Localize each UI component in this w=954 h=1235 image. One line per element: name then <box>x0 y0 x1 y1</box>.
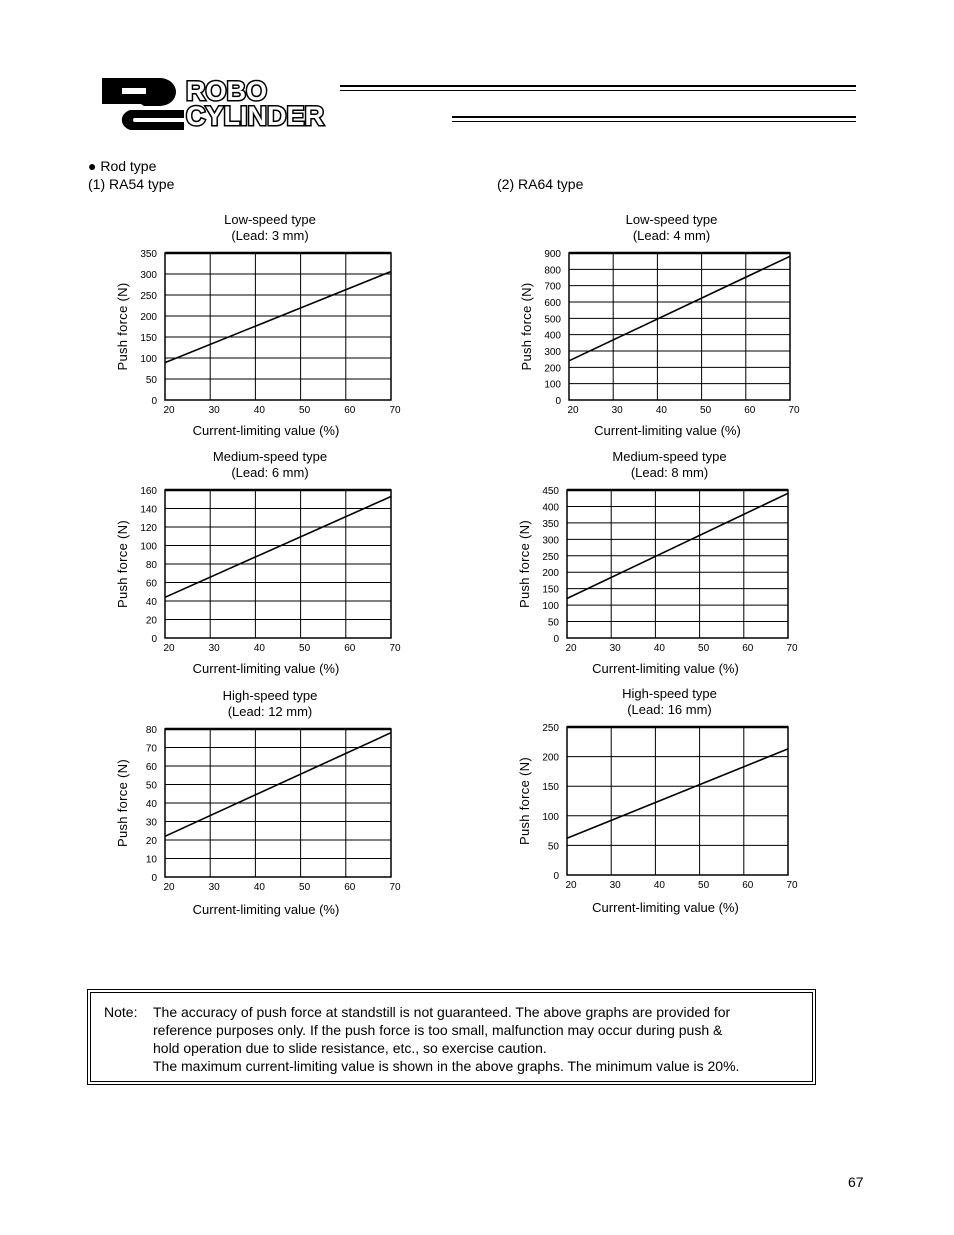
chart-series-line <box>165 733 391 837</box>
chart-ytick-label: 200 <box>542 568 559 580</box>
chart-xtick-label: 60 <box>744 405 756 416</box>
chart-ylabel: Push force (N) <box>115 519 130 609</box>
chart-ytick-label: 150 <box>542 782 559 794</box>
note-line: The maximum current-limiting value is shown in the above graphs. The minimum value is 20%. <box>153 1058 740 1074</box>
chart-frame <box>567 490 788 638</box>
chart-ylabel: Push force (N) <box>115 758 130 848</box>
chart-subtitle: (Lead: 16 mm) <box>627 702 712 717</box>
header-rule-bottom <box>452 116 856 118</box>
chart-ytick-label: 100 <box>542 601 559 613</box>
chart-series-line <box>165 497 391 598</box>
chart-ytick-label: 60 <box>145 762 157 773</box>
chart-ytick-label: 100 <box>542 811 559 823</box>
chart-xtick-label: 20 <box>163 405 175 416</box>
note-line: The accuracy of push force at standstill is not guaranteed. The above graphs are provided for <box>153 1004 731 1020</box>
chart-ytick-label: 140 <box>140 504 157 516</box>
chart-ylabel: Push force (N) <box>517 519 532 609</box>
chart-ytick-label: 20 <box>145 615 157 627</box>
chart-xtick-label: 60 <box>344 882 356 893</box>
chart-ytick-label: 200 <box>140 312 157 323</box>
chart-ytick-label: 0 <box>151 873 157 884</box>
chart-xtick-label: 50 <box>299 882 311 893</box>
chart-xtick-label: 50 <box>700 405 712 416</box>
chart-ytick-label: 350 <box>140 249 157 260</box>
chart-ytick-label: 0 <box>553 871 559 882</box>
chart-series-line <box>165 272 391 363</box>
chart-ytick-label: 100 <box>140 541 157 553</box>
chart-ytick-label: 400 <box>544 330 561 342</box>
chart-ytick-label: 150 <box>542 584 559 596</box>
chart-ytick-label: 400 <box>542 502 559 514</box>
chart-subtitle: (Lead: 8 mm) <box>630 465 709 480</box>
chart-ytick-label: 250 <box>140 291 157 302</box>
page-number: 67 <box>848 1174 864 1190</box>
chart-title: Low-speed type <box>224 212 316 227</box>
header-rule-bottom-thin <box>452 121 856 122</box>
chart-ytick-label: 0 <box>151 634 157 645</box>
chart-frame <box>567 727 788 875</box>
chart-xtick-label: 20 <box>565 880 577 891</box>
chart-ytick-label: 250 <box>542 723 559 734</box>
chart-ytick-label: 70 <box>145 743 157 755</box>
header-rule-top-thin <box>340 90 856 91</box>
chart-xtick-label: 70 <box>389 882 401 893</box>
chart-frame <box>165 490 391 638</box>
chart-frame <box>165 729 391 877</box>
chart-ytick-label: 50 <box>547 617 559 629</box>
note-label: Note: <box>104 1004 138 1020</box>
chart-series-line <box>567 493 788 598</box>
chart-xtick-label: 30 <box>609 643 621 654</box>
chart-ytick-label: 160 <box>140 486 157 497</box>
chart-ytick-label: 300 <box>140 270 157 281</box>
chart-xtick-label: 30 <box>208 643 220 654</box>
chart-xtick-label: 70 <box>788 405 800 416</box>
chart-ytick-label: 40 <box>145 597 157 608</box>
chart-series-line <box>567 749 788 838</box>
chart-xtick-label: 20 <box>565 643 577 654</box>
chart-xtick-label: 30 <box>609 880 621 891</box>
chart-title: High-speed type <box>222 688 318 703</box>
chart-ylabel: Push force (N) <box>115 282 130 371</box>
chart-xtick-label: 50 <box>698 880 710 891</box>
chart-subtitle: (Lead: 4 mm) <box>632 228 711 243</box>
chart-xlabel: Current-limiting value (%) <box>592 661 739 676</box>
chart-xtick-label: 20 <box>163 643 175 654</box>
chart-ytick-label: 350 <box>542 518 559 530</box>
chart-xtick-label: 40 <box>653 643 665 654</box>
chart-xtick-label: 70 <box>389 643 401 654</box>
chart-ytick-label: 200 <box>542 752 559 764</box>
chart-ytick-label: 50 <box>145 780 157 792</box>
chart-xtick-label: 30 <box>208 405 220 416</box>
chart-xtick-label: 70 <box>786 643 798 654</box>
chart-ytick-label: 100 <box>544 379 561 391</box>
chart-ytick-label: 10 <box>145 854 157 866</box>
chart-ytick-label: 100 <box>140 354 157 365</box>
chart-xtick-label: 40 <box>253 405 265 416</box>
section-bullet-rod-type: ● Rod type <box>88 158 157 174</box>
chart-xtick-label: 60 <box>344 405 356 416</box>
chart-ytick-label: 450 <box>542 486 559 497</box>
chart-subtitle: (Lead: 3 mm) <box>231 228 309 243</box>
chart-xtick-label: 40 <box>653 880 665 891</box>
chart-title: Medium-speed type <box>212 449 328 464</box>
logo-word-robo: ROBO <box>186 76 267 106</box>
chart-xlabel: Current-limiting value (%) <box>192 902 340 917</box>
chart-ytick-label: 80 <box>145 560 157 571</box>
chart-ytick-label: 250 <box>542 551 559 563</box>
chart-ytick-label: 300 <box>542 535 559 547</box>
chart-xtick-label: 30 <box>611 405 623 416</box>
chart-ytick-label: 20 <box>145 836 157 847</box>
chart-xtick-label: 30 <box>208 882 220 893</box>
chart-xtick-label: 40 <box>253 882 265 893</box>
rc-logo-mark-icon <box>100 76 190 132</box>
chart-ytick-label: 500 <box>544 314 561 326</box>
chart-ytick-label: 700 <box>544 281 561 293</box>
chart-xtick-label: 20 <box>567 405 579 416</box>
chart-xlabel: Current-limiting value (%) <box>192 423 340 438</box>
chart-series-line <box>569 256 790 361</box>
chart-title: Low-speed type <box>625 212 718 227</box>
chart-ytick-label: 0 <box>555 396 561 407</box>
chart-frame <box>165 253 391 400</box>
chart-xlabel: Current-limiting value (%) <box>592 900 739 915</box>
chart-ytick-label: 800 <box>544 265 561 277</box>
chart-xlabel: Current-limiting value (%) <box>192 661 340 676</box>
chart-ytick-label: 40 <box>145 799 157 810</box>
header-rule-top <box>340 85 856 87</box>
chart-ytick-label: 30 <box>145 817 157 829</box>
chart-ylabel: Push force (N) <box>519 282 534 371</box>
chart-frame <box>569 253 790 400</box>
chart-ytick-label: 900 <box>544 249 561 260</box>
chart-title: High-speed type <box>622 686 717 701</box>
chart-xtick-label: 60 <box>742 643 754 654</box>
caption-ra64: (2) RA64 type <box>497 176 584 192</box>
chart-ytick-label: 120 <box>140 523 157 534</box>
chart-ytick-label: 150 <box>140 333 157 344</box>
chart-ytick-label: 60 <box>145 578 157 590</box>
chart-xtick-label: 40 <box>655 405 667 416</box>
note-line: hold operation due to slide resistance, etc., so exercise caution. <box>153 1040 547 1056</box>
note-box <box>87 989 816 1085</box>
chart-xtick-label: 70 <box>786 880 798 891</box>
chart-xlabel: Current-limiting value (%) <box>594 423 741 438</box>
chart-ytick-label: 50 <box>145 375 157 386</box>
logo-word-cylinder: CYLINDER <box>186 101 325 131</box>
chart-ytick-label: 80 <box>145 725 157 736</box>
chart-xtick-label: 70 <box>389 405 401 416</box>
chart-ytick-label: 0 <box>553 634 559 645</box>
chart-subtitle: (Lead: 12 mm) <box>227 704 313 719</box>
chart-xtick-label: 20 <box>163 882 175 893</box>
chart-xtick-label: 50 <box>698 643 710 654</box>
chart-xtick-label: 60 <box>742 880 754 891</box>
chart-ytick-label: 0 <box>151 396 157 407</box>
chart-xtick-label: 50 <box>299 643 311 654</box>
chart-ytick-label: 600 <box>544 298 561 309</box>
chart-ylabel: Push force (N) <box>517 756 532 846</box>
note-line: reference purposes only. If the push force is too small, malfunction may occur during push & <box>153 1022 723 1038</box>
note-text <box>153 1003 808 1075</box>
chart-ytick-label: 50 <box>547 841 559 853</box>
chart-ytick-label: 300 <box>544 347 561 358</box>
chart-xtick-label: 50 <box>299 405 311 416</box>
caption-ra54: (1) RA54 type <box>88 176 175 192</box>
chart-xtick-label: 40 <box>253 643 265 654</box>
chart-title: Medium-speed type <box>612 449 727 464</box>
chart-subtitle: (Lead: 6 mm) <box>231 465 309 480</box>
chart-ytick-label: 200 <box>544 363 561 375</box>
chart-xtick-label: 60 <box>344 643 356 654</box>
